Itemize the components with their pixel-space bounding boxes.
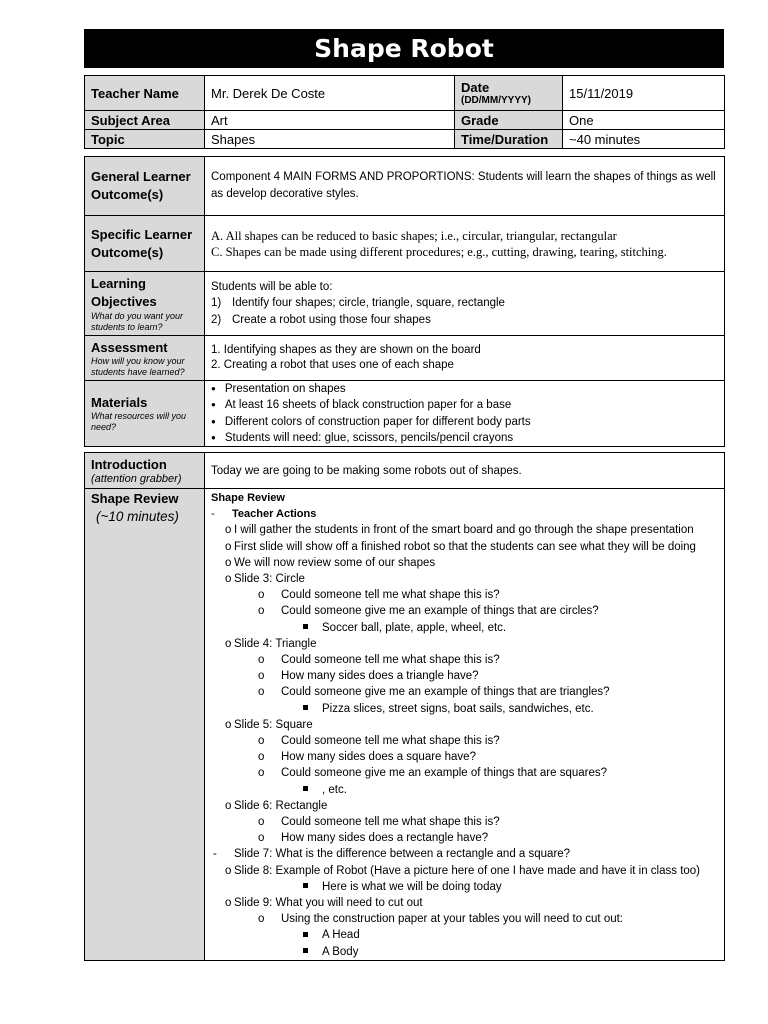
procedure-line-text: We will now review some of our shapes <box>234 556 436 569</box>
procedure-line <box>211 603 718 619</box>
circle-bullet-icon: o <box>258 751 265 764</box>
circle-bullet-icon: o <box>258 589 265 602</box>
procedure-line <box>211 717 718 733</box>
date-label <box>455 76 563 111</box>
circle-bullet-icon: o <box>258 686 265 699</box>
procedure-line-text: How many sides does a triangle have? <box>281 670 479 683</box>
procedure-line <box>211 895 718 911</box>
teacher-name-label: Teacher Name <box>85 76 205 111</box>
objective-text: Create a robot using those four shapes <box>232 313 431 326</box>
learning-objectives-value <box>205 272 725 336</box>
procedure-line-text: Slide 8: Example of Robot (Have a picture here of one I have made and have it in class too) <box>234 864 701 877</box>
outcomes-table <box>84 156 725 447</box>
procedure-line <box>211 765 718 781</box>
circle-bullet-icon: o <box>225 556 232 569</box>
date-label-text: Date <box>461 79 490 95</box>
general-outcome-label: General Learner Outcome(s) <box>85 157 205 216</box>
procedure-line-text: Soccer ball, plate, apple, wheel, etc. <box>322 621 507 634</box>
lesson-info-table <box>84 75 725 149</box>
procedure-line <box>211 879 718 895</box>
procedure-line-text: First slide will show off a finished robot so that the students can see what they will be doing <box>234 540 696 553</box>
procedure-line-text: , etc. <box>322 783 347 796</box>
specific-outcome-value <box>205 216 725 272</box>
procedure-line-text: Slide 5: Square <box>234 718 313 731</box>
procedure-line-text: Here is what we will be doing today <box>322 880 502 893</box>
introduction-label <box>85 453 205 489</box>
topic-value: Shapes <box>205 130 455 149</box>
objective-number: 1) <box>211 297 222 310</box>
circle-bullet-icon: o <box>258 767 265 780</box>
procedure-line <box>211 863 718 879</box>
square-bullet-icon <box>303 786 308 791</box>
square-bullet-icon <box>303 932 308 937</box>
procedure-line-text: Slide 9: What you will need to cut out <box>234 897 423 910</box>
procedure-line <box>211 846 718 862</box>
date-format-label: (DD/MM/YYYY) <box>461 94 531 106</box>
objective-item <box>211 295 718 312</box>
procedure-line <box>211 733 718 749</box>
circle-bullet-icon: o <box>258 605 265 618</box>
materials-item: ● Students will need: glue, scissors, pencils/pencil crayons <box>211 430 718 446</box>
procedure-line <box>211 749 718 765</box>
circle-bullet-icon: o <box>225 637 232 650</box>
procedure-line-text: A Body <box>322 945 359 958</box>
circle-bullet-icon: o <box>258 670 265 683</box>
square-bullet-icon <box>303 705 308 710</box>
procedure-line-text: A Head <box>322 929 360 942</box>
assessment-item: 2. Creating a robot that uses one of each shape <box>211 359 454 371</box>
procedure-line-text: How many sides does a square have? <box>281 751 476 764</box>
materials-subtitle: What resources will you need? <box>91 411 187 433</box>
circle-bullet-icon: o <box>225 864 232 877</box>
objective-number: 2) <box>211 313 222 326</box>
procedure-line <box>211 927 718 943</box>
dash-marker: - <box>213 848 217 861</box>
circle-bullet-icon: o <box>258 832 265 845</box>
circle-bullet-icon: o <box>225 718 232 731</box>
procedure-line <box>211 782 718 798</box>
topic-label: Topic <box>85 130 205 149</box>
assessment-subtitle: How will you know your students have learned? <box>91 355 185 377</box>
procedure-line-text: How many sides does a rectangle have? <box>281 832 489 845</box>
procedure-line <box>211 684 718 700</box>
square-bullet-icon <box>303 948 308 953</box>
procedure-line-text: Slide 7: What is the difference between a rectangle and a square? <box>234 848 571 861</box>
procedure-line <box>211 587 718 603</box>
shape-review-heading: Shape Review <box>211 492 285 504</box>
circle-bullet-icon: o <box>258 654 265 667</box>
procedure-line <box>211 911 718 927</box>
procedure-line <box>211 830 718 846</box>
circle-bullet-icon: o <box>258 816 265 829</box>
learning-objectives-title: Learning Objectives <box>91 275 157 309</box>
circle-bullet-icon: o <box>225 897 232 910</box>
procedure-line <box>211 555 718 571</box>
procedure-line <box>211 636 718 652</box>
procedure-line-text: Could someone tell me what shape this is? <box>281 589 500 602</box>
date-value: 15/11/2019 <box>563 76 725 111</box>
assessment-title: Assessment <box>91 339 168 355</box>
shape-review-lines <box>211 522 718 959</box>
procedure-line <box>211 571 718 587</box>
introduction-value: Today we are going to be making some robots out of shapes. <box>205 453 725 489</box>
dash-marker: - <box>211 508 215 521</box>
time-duration-value: ~40 minutes <box>563 130 725 149</box>
procedure-line <box>211 668 718 684</box>
assessment-item: 1. Identifying shapes as they are shown on the board <box>211 343 481 356</box>
procedure-line-text: Slide 4: Triangle <box>234 637 317 650</box>
teacher-actions-heading <box>211 506 718 522</box>
procedure-line-text: Slide 3: Circle <box>234 573 305 586</box>
materials-value <box>205 381 725 447</box>
learning-objectives-subtitle: What do you want your students to learn? <box>91 310 184 332</box>
subject-area-label: Subject Area <box>85 111 205 130</box>
shape-review-duration: (~10 minutes) <box>96 509 179 524</box>
introduction-title: Introduction <box>91 456 167 472</box>
page-title: Shape Robot <box>84 29 724 68</box>
procedure-line-text: Pizza slices, street signs, boat sails, sandwiches, etc. <box>322 702 594 715</box>
shape-review-title: Shape Review <box>91 491 179 506</box>
materials-label <box>85 381 205 447</box>
procedure-table <box>84 452 725 961</box>
objectives-intro: Students will be able to: <box>211 280 333 293</box>
teacher-actions-text: Teacher Actions <box>232 508 317 521</box>
objective-text: Identify four shapes; circle, triangle, square, rectangle <box>232 297 505 310</box>
introduction-subtitle: (attention grabber) <box>91 472 182 485</box>
shape-review-content <box>205 489 725 961</box>
procedure-line-text: Using the construction paper at your tables you will need to cut out: <box>281 913 624 926</box>
materials-title: Materials <box>91 395 148 411</box>
procedure-line <box>211 620 718 636</box>
procedure-line <box>211 652 718 668</box>
procedure-line-text: Could someone tell me what shape this is? <box>281 654 500 667</box>
specific-outcome-line: A. All shapes can be reduced to basic shapes; i.e., circular, triangular, rectangular <box>211 228 617 243</box>
procedure-line-text: Could someone give me an example of things that are circles? <box>281 605 599 618</box>
circle-bullet-icon: o <box>225 573 232 586</box>
procedure-line-text: I will gather the students in front of the smart board and go through the shape presentation <box>234 524 694 537</box>
grade-value: One <box>563 111 725 130</box>
procedure-line-text: Could someone tell me what shape this is? <box>281 735 500 748</box>
circle-bullet-icon: o <box>258 913 265 926</box>
materials-item: ● At least 16 sheets of black construction paper for a base <box>211 397 718 413</box>
procedure-line-text: Could someone give me an example of things that are squares? <box>281 767 608 780</box>
circle-bullet-icon: o <box>225 799 232 812</box>
grade-label: Grade <box>455 111 563 130</box>
procedure-line <box>211 814 718 830</box>
circle-bullet-icon: o <box>225 540 232 553</box>
time-duration-label: Time/Duration <box>455 130 563 149</box>
materials-item: ● Different colors of construction paper for different body parts <box>211 414 718 430</box>
specific-outcome-label: Specific Learner Outcome(s) <box>85 216 205 272</box>
procedure-line-text: Slide 6: Rectangle <box>234 799 328 812</box>
procedure-line <box>211 701 718 717</box>
objective-item <box>211 312 718 329</box>
teacher-name-value: Mr. Derek De Coste <box>205 76 455 111</box>
circle-bullet-icon: o <box>225 524 232 537</box>
assessment-value <box>205 336 725 381</box>
materials-item: ● Presentation on shapes <box>211 381 718 397</box>
specific-outcome-line: C. Shapes can be made using different procedures; e.g., cutting, drawing, tearing, stitching. <box>211 244 667 259</box>
procedure-line <box>211 798 718 814</box>
assessment-label <box>85 336 205 381</box>
general-outcome-value: Component 4 MAIN FORMS AND PROPORTIONS: Students will learn the shapes of things as well as develop decorative styles. <box>205 157 725 216</box>
procedure-line-text: Could someone give me an example of things that are triangles? <box>281 686 610 699</box>
square-bullet-icon <box>303 883 308 888</box>
shape-review-label <box>85 489 205 961</box>
subject-area-value: Art <box>205 111 455 130</box>
procedure-line <box>211 539 718 555</box>
circle-bullet-icon: o <box>258 735 265 748</box>
learning-objectives-label <box>85 272 205 336</box>
procedure-line-text: Could someone tell me what shape this is? <box>281 816 500 829</box>
procedure-line <box>211 944 718 960</box>
procedure-line <box>211 522 718 538</box>
square-bullet-icon <box>303 624 308 629</box>
